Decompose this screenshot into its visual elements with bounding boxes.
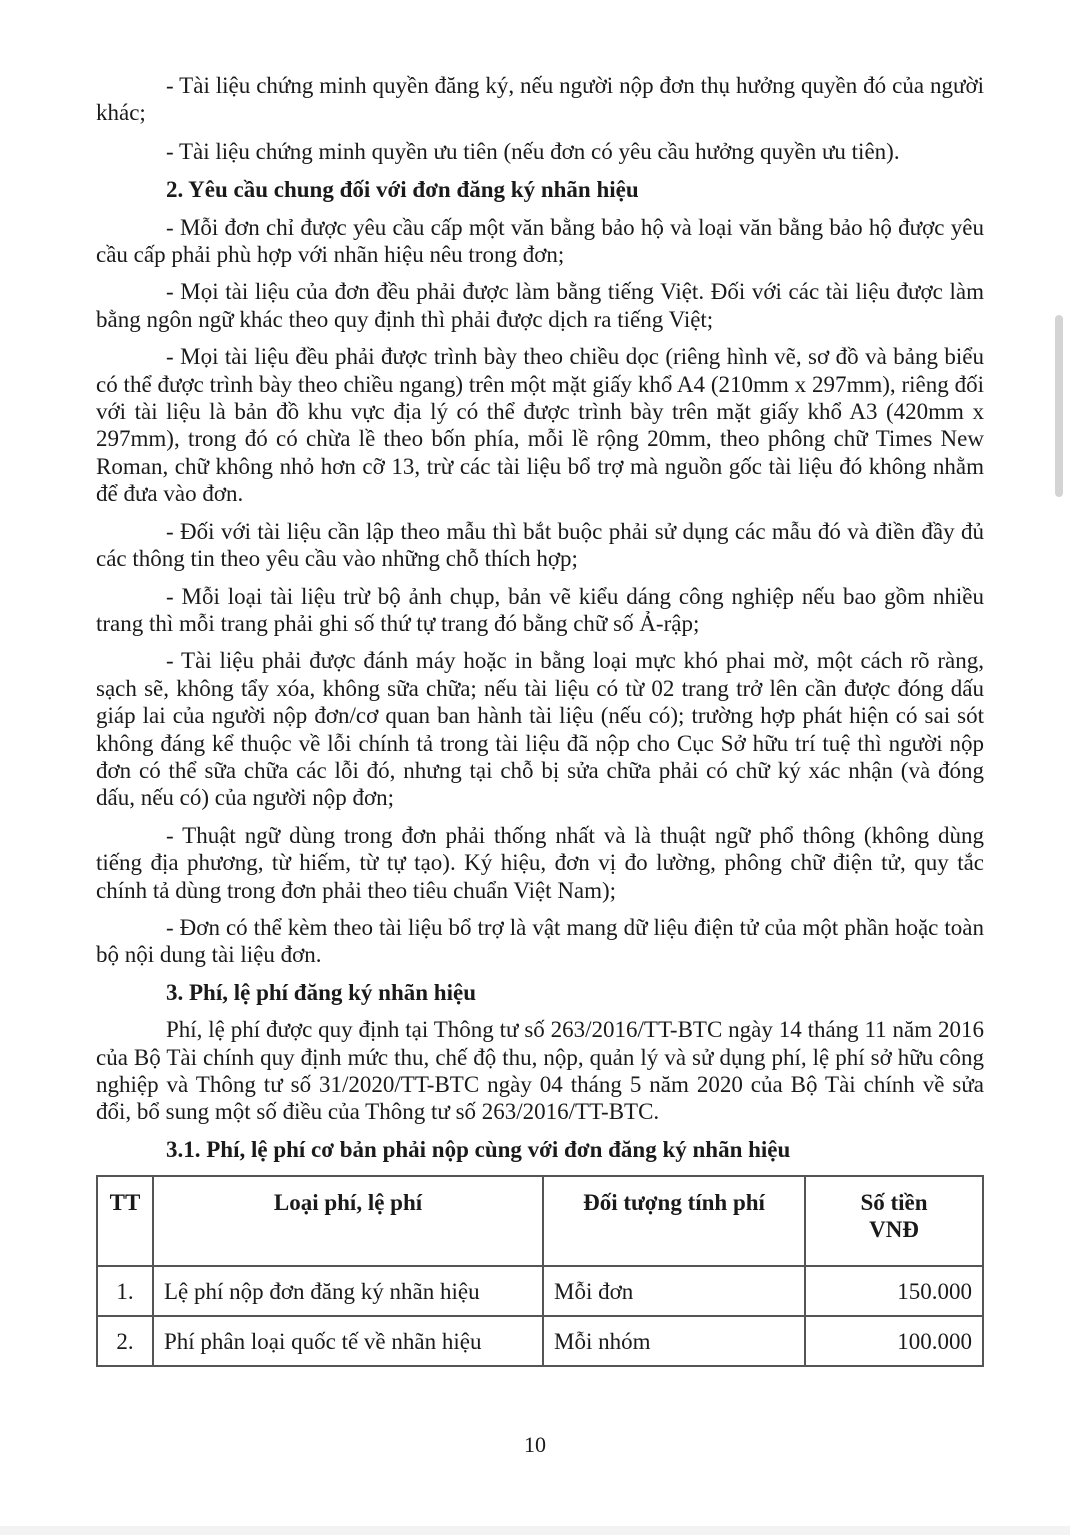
section-heading: 2. Yêu cầu chung đối với đơn đăng ký nhãn hiệu — [166, 177, 639, 203]
page-content — [96, 72, 984, 1367]
cell-tt: 1. — [97, 1266, 153, 1316]
section-heading: 3. Phí, lệ phí đăng ký nhãn hiệu — [166, 979, 476, 1005]
paragraph: - Mỗi loại tài liệu trừ bộ ảnh chụp, bản vẽ kiểu dáng công nghiệp nếu bao gồm nhiều trang thì mỗi trang phải ghi số thứ tự trang đó bằng chữ số Ả-rập; — [96, 583, 984, 636]
header-fee-type: Loại phí, lệ phí — [153, 1176, 543, 1266]
cell-fee-type: Lệ phí nộp đơn đăng ký nhãn hiệu — [153, 1266, 543, 1316]
vertical-scrollbar[interactable] — [1055, 315, 1063, 497]
header-amount — [805, 1176, 983, 1266]
paragraph: - Đối với tài liệu cần lập theo mẫu thì bắt buộc phải sử dụng các mẫu đó và điền đầy đủ các thông tin theo yêu cầu vào những chỗ thích hợp; — [96, 518, 984, 572]
paragraph: - Mọi tài liệu của đơn đều phải được làm bằng tiếng Việt. Đối với các tài liệu được làm bằng ngôn ngữ khác theo quy định thì phải được dịch ra tiếng Việt; — [96, 279, 984, 332]
cell-fee-type: Phí phân loại quốc tế về nhãn hiệu — [153, 1316, 543, 1366]
table-row — [97, 1266, 983, 1316]
cell-charge-object: Mỗi nhóm — [543, 1316, 805, 1366]
subsection-heading: 3.1. Phí, lệ phí cơ bản phải nộp cùng với đơn đăng ký nhãn hiệu — [166, 1136, 791, 1162]
paragraph: - Mỗi đơn chỉ được yêu cầu cấp một văn bằng bảo hộ và loại văn bằng bảo hộ được yêu cầu cấp phải phù hợp với nhãn hiệu nêu trong đơn; — [96, 214, 984, 268]
paragraph: - Tài liệu chứng minh quyền đăng ký, nếu người nộp đơn thụ hưởng quyền đó của người khác; — [96, 73, 984, 126]
fee-table — [96, 1175, 984, 1367]
paragraph: - Mọi tài liệu đều phải được trình bày theo chiều dọc (riêng hình vẽ, sơ đồ và bảng biểu có thể được trình bày theo chiều ngang) trên một mặt giấy khổ A4 (210mm x 297mm), riêng đối với tài liệu là bản đồ khu vực địa lý có thể được trình bày trên mặt giấy khổ A3 (420mm x 297mm), trong đó có chừa lề theo bốn phía, mỗi lề rộng 20mm, theo phông chữ Times New Roman, chữ không nhỏ hơn cỡ 13, trừ các tài liệu bổ trợ mà nguồn gốc tài liệu đó không nhằm để đưa vào đơn. — [96, 344, 984, 507]
table-header-row — [97, 1176, 983, 1266]
paragraph: - Tài liệu chứng minh quyền ưu tiên (nếu đơn có yêu cầu hưởng quyền ưu tiên). — [166, 138, 900, 164]
paragraph: - Đơn có thể kèm theo tài liệu bổ trợ là vật mang dữ liệu điện tử của một phần hoặc toàn bộ nội dung tài liệu đơn. — [96, 914, 984, 968]
cell-charge-object: Mỗi đơn — [543, 1266, 805, 1316]
header-tt: TT — [97, 1176, 153, 1266]
cell-amount: 100.000 — [805, 1316, 983, 1366]
paragraph: - Tài liệu phải được đánh máy hoặc in bằng loại mực khó phai mờ, một cách rõ ràng, sạch sẽ, không tẩy xóa, không sữa chữa; nếu tài liệu có từ 02 trang trở lên cần được đóng dấu giáp lai của người nộp đơn/cơ quan ban hành tài liệu (nếu có); trường hợp phát hiện có sai sót không đáng kể thuộc về lỗi chính tả trong tài liệu đã nộp cho Cục Sở hữu trí tuệ thì người nộp đơn có thể sữa chữa các lỗi đó, nhưng tại chỗ bị sửa chữa phải có chữ ký xác nhận (và đóng dấu, nếu có) của người nộp đơn; — [96, 648, 984, 811]
header-amount-line1: Số tiền — [860, 1190, 928, 1216]
paragraph: - Thuật ngữ dùng trong đơn phải thống nhất và là thuật ngữ phổ thông (không dùng tiếng địa phương, từ hiếm, từ tự tạo). Ký hiệu, đơn vị đo lường, phông chữ điện tử, quy tắc chính tả dùng trong đơn phải theo tiêu chuẩn Việt Nam); — [96, 822, 984, 903]
cell-tt: 2. — [97, 1316, 153, 1366]
cell-amount: 150.000 — [805, 1266, 983, 1316]
header-charge-object: Đối tượng tính phí — [543, 1176, 805, 1266]
paragraph: Phí, lệ phí được quy định tại Thông tư số 263/2016/TT-BTC ngày 14 tháng 11 năm 2016 của Bộ Tài chính quy định mức thu, chế độ thu, nộp, quản lý và sử dụng phí, lệ phí sở hữu công nghiệp và Thông tư số 31/2020/TT-BTC ngày 04 tháng 5 năm 2020 của Bộ Tài chính về sửa đổi, bổ sung một số điều của Thông tư số 263/2016/TT-BTC. — [96, 1017, 984, 1125]
page-number: 10 — [524, 1432, 546, 1457]
table-row — [97, 1316, 983, 1366]
header-amount-line2: VNĐ — [869, 1217, 919, 1243]
